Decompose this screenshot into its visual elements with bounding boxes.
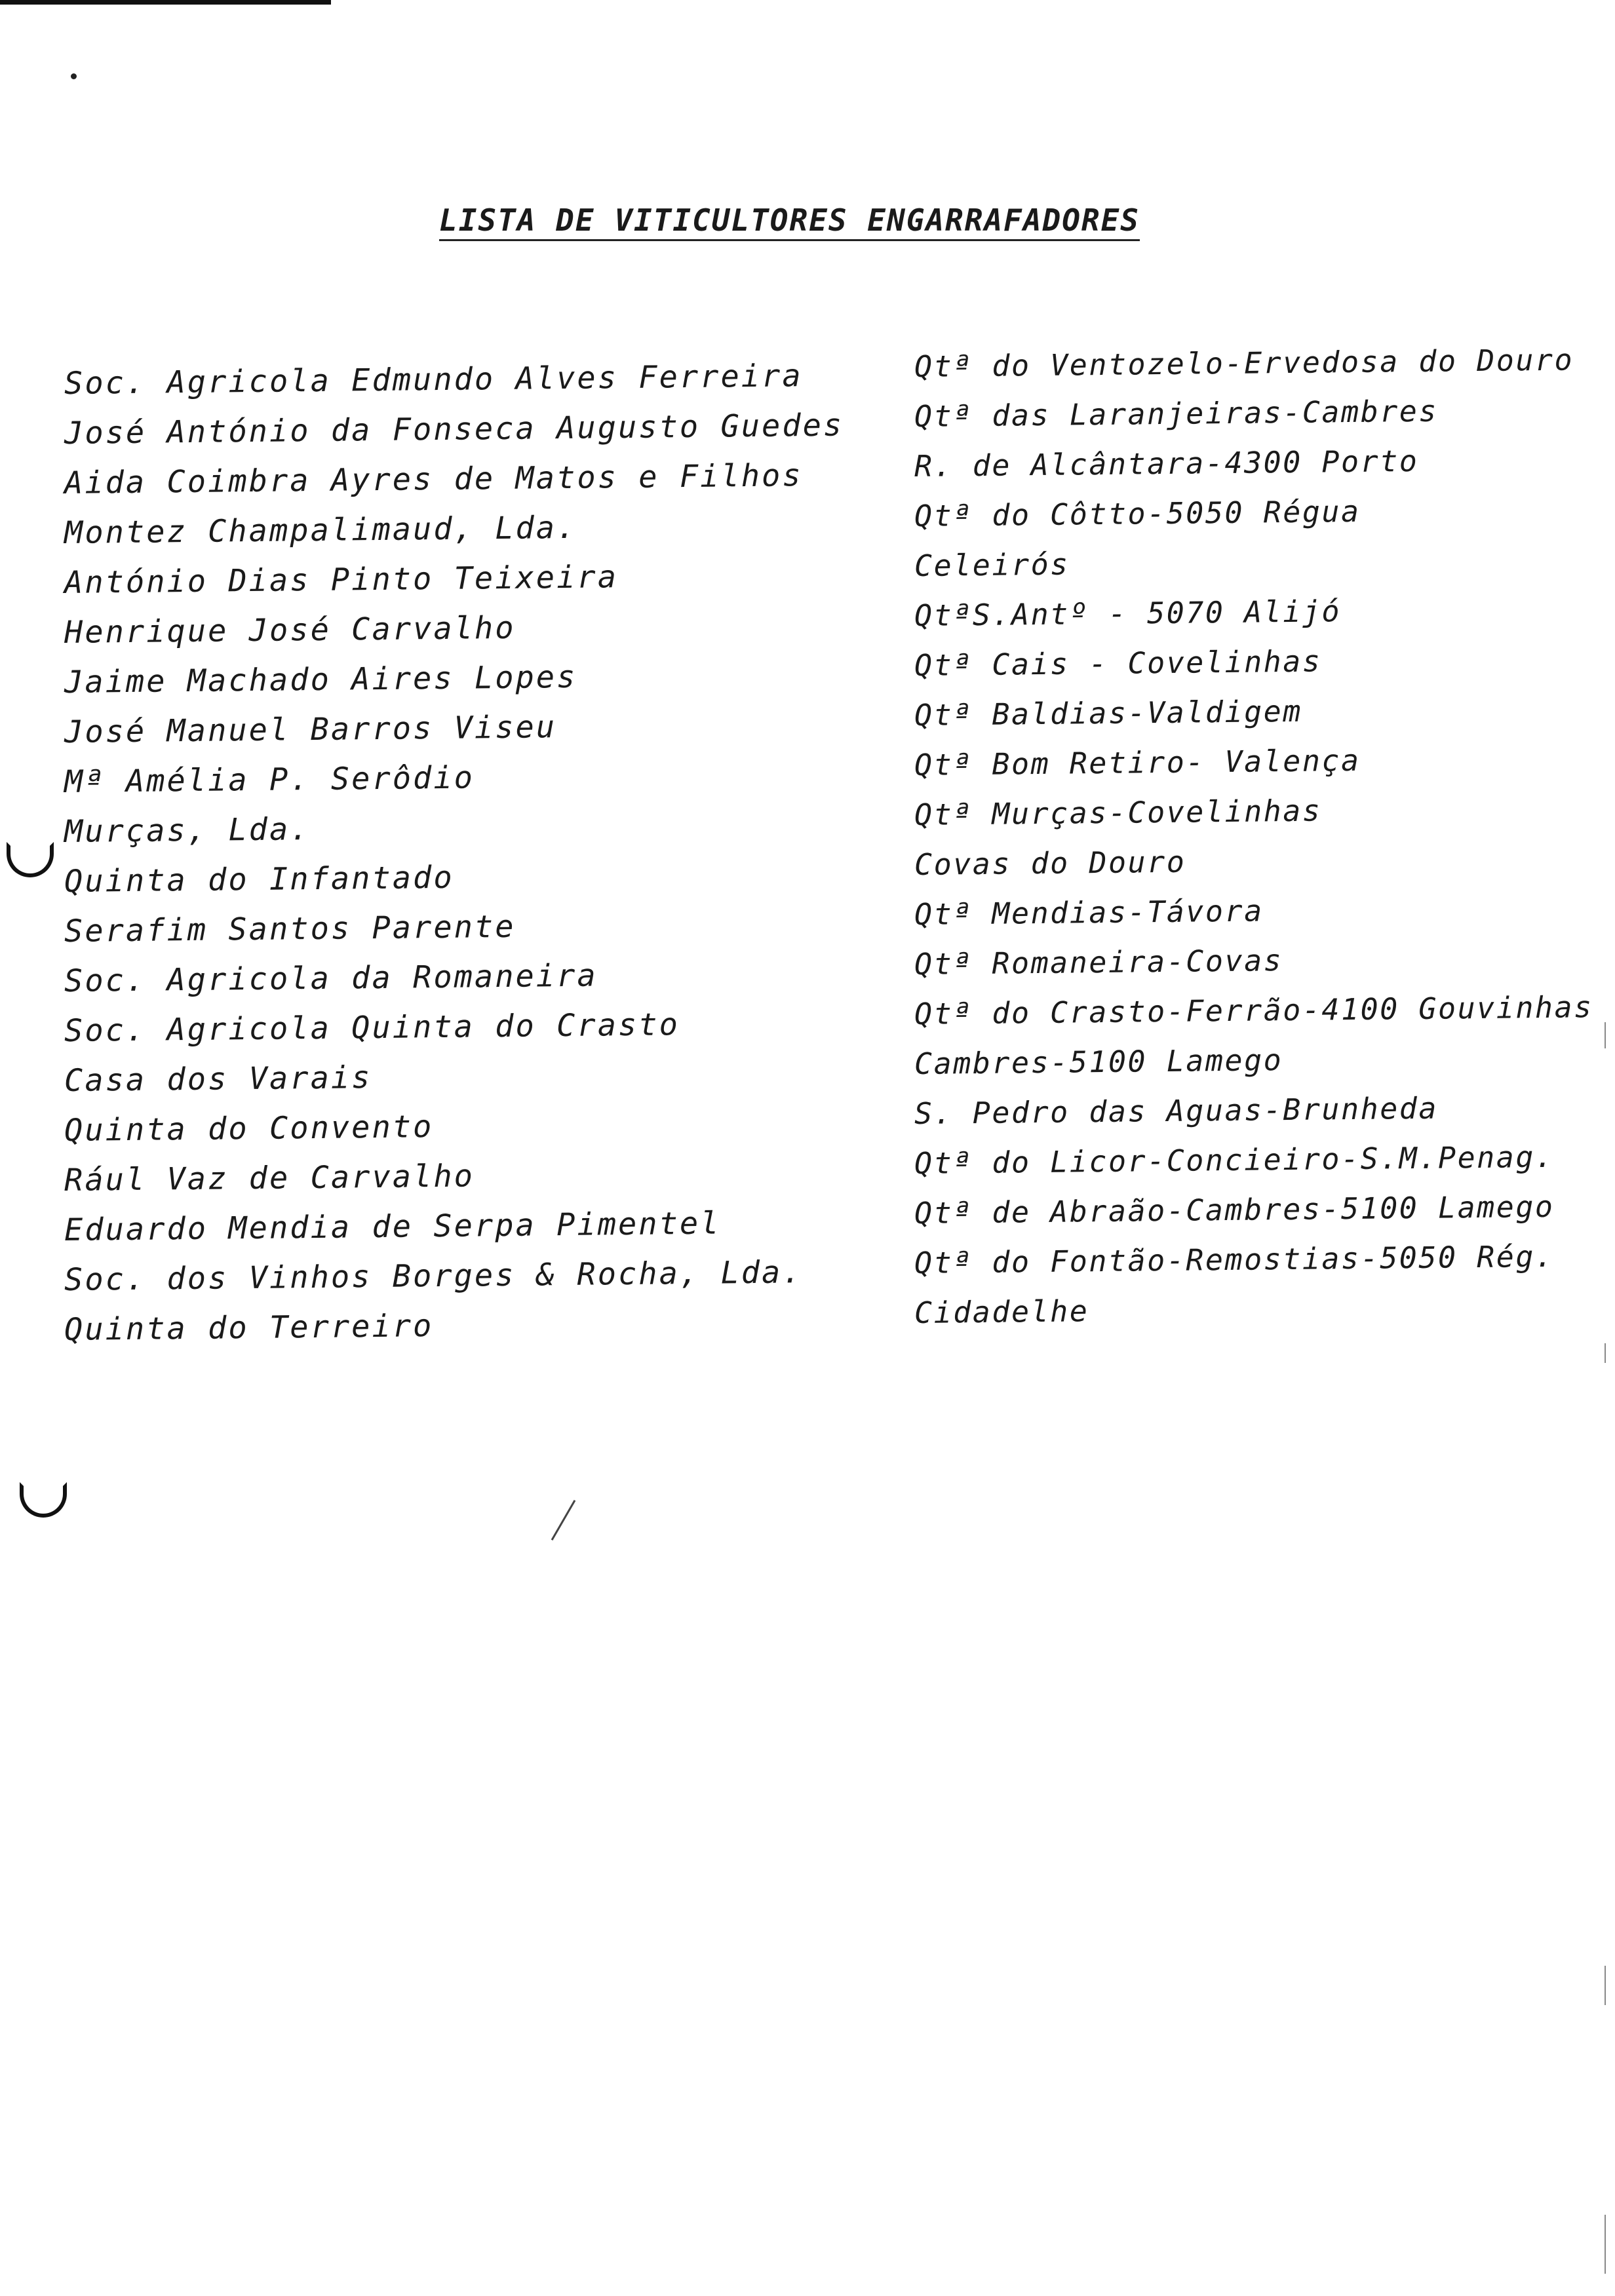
list-item: Qtª do Crasto-Ferrão-4100 Gouvinhas xyxy=(914,989,1593,1031)
list-item: Montez Champalimaud, Lda. xyxy=(64,509,577,551)
page-title: LISTA DE VITICULTORES ENGARRAFADORES xyxy=(439,202,1140,241)
list-item: António Dias Pinto Teixeira xyxy=(64,559,619,601)
list-item: Covas do Douro xyxy=(914,844,1186,882)
list-item: Celeirós xyxy=(914,546,1070,583)
list-item: Qtª Mendias-Távora xyxy=(914,893,1264,932)
list-item: Quinta do Terreiro xyxy=(64,1308,434,1348)
list-item: QtªS.Antº - 5070 Alijó xyxy=(914,594,1342,633)
list-item: Cambres-5100 Lamego xyxy=(914,1043,1283,1081)
list-item: Serafim Santos Parente xyxy=(64,908,516,949)
list-item: Jaime Machado Aires Lopes xyxy=(64,659,577,700)
list-item: Rául Vaz de Carvalho xyxy=(64,1158,475,1198)
list-item: Soc. dos Vinhos Borges & Rocha, Lda. xyxy=(64,1254,803,1298)
list-item: Qtª Cais - Covelinhas xyxy=(914,643,1322,683)
scan-edge-line xyxy=(1605,1343,1606,1363)
punch-hole-mark xyxy=(7,842,54,877)
list-item: Aida Coimbra Ayres de Matos e Filhos xyxy=(64,457,803,501)
list-item: Qtª Bom Retiro- Valença xyxy=(914,742,1361,782)
list-item: Henrique José Carvalho xyxy=(64,609,516,651)
list-item: Mª Amélia P. Serôdio xyxy=(64,759,475,800)
list-item: R. de Alcântara-4300 Porto xyxy=(914,443,1419,484)
scan-edge-line xyxy=(1605,2215,1606,2274)
producer-list xyxy=(64,359,877,1355)
scan-speck xyxy=(71,73,77,79)
list-item: Qtª das Laranjeiras-Cambres xyxy=(914,393,1439,434)
list-item: Qtª de Abraão-Cambres-5100 Lamego xyxy=(914,1189,1555,1231)
list-item: Qtª do Ventozelo-Ervedosa do Douro xyxy=(914,342,1574,384)
scan-edge-line xyxy=(1605,1022,1606,1048)
list-item: S. Pedro das Aguas-Brunheda xyxy=(914,1090,1439,1131)
list-item: Qtª Romaneira-Covas xyxy=(914,943,1283,982)
list-item: Qtª do Fontão-Remostias-5050 Rég. xyxy=(914,1238,1555,1280)
scan-edge-line xyxy=(1605,1966,1606,2005)
list-item: Soc. Agricola da Romaneira xyxy=(64,957,598,999)
location-list xyxy=(914,342,1603,1338)
list-item: Casa dos Varais xyxy=(64,1060,372,1099)
pencil-mark xyxy=(551,1500,576,1540)
list-item: Soc. Agricola Quinta do Crasto xyxy=(64,1006,680,1049)
list-item: Quinta do Convento xyxy=(64,1109,434,1149)
list-item: Eduardo Mendia de Serpa Pimentel xyxy=(64,1205,721,1248)
list-item: Cidadelhe xyxy=(914,1293,1089,1330)
list-item: Soc. Agricola Edmundo Alves Ferreira xyxy=(64,358,803,402)
list-item: Qtª do Côtto-5050 Régua xyxy=(914,493,1361,533)
list-item: José Manuel Barros Viseu xyxy=(64,709,557,750)
list-item: José António da Fonseca Augusto Guedes xyxy=(64,407,844,451)
list-item: Murças, Lda. xyxy=(64,811,311,850)
list-item: Quinta do Infantado xyxy=(64,859,454,900)
list-item: Qtª Murças-Covelinhas xyxy=(914,793,1322,832)
list-item: Qtª do Licor-Concieiro-S.M.Penag. xyxy=(914,1139,1555,1181)
list-item: Qtª Baldias-Valdigem xyxy=(914,693,1303,733)
punch-hole-mark xyxy=(20,1482,67,1518)
scan-edge-bar xyxy=(0,0,331,5)
